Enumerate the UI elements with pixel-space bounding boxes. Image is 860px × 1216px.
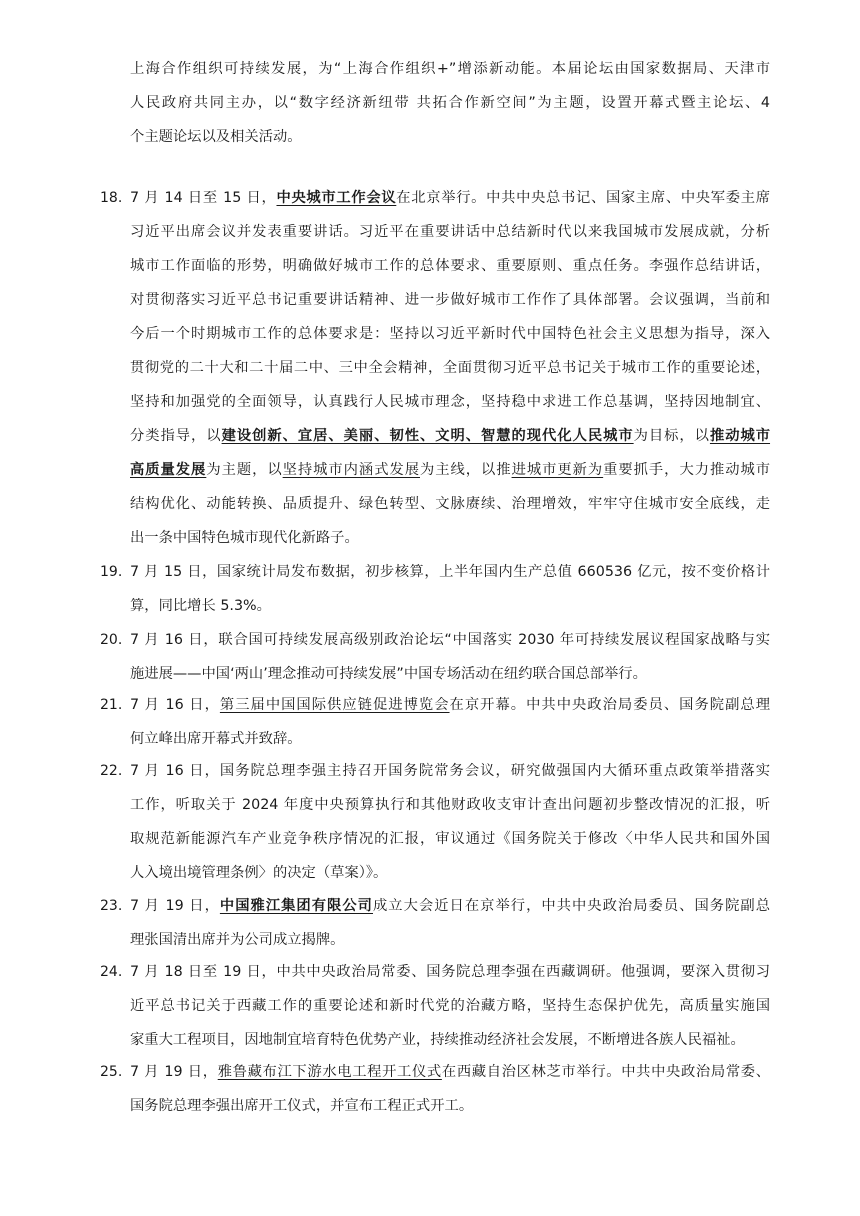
text-line: 出一条中国特色城市现代化新路子。	[130, 530, 359, 546]
text-line: 家重大工程项目，因地制宜培育特色优势产业，持续推动经济社会发展，不断增进各族人民福祉。	[130, 1032, 745, 1048]
text-line: 取规范新能源汽车产业竞争秩序情况的汇报，审议通过《国务院关于修改〈中华人民共和国外国	[130, 831, 770, 847]
text-line: 习近平出席会议并发表重要讲话。习近平在重要讲话中总结新时代以来我国城市发展成就，分析	[130, 224, 770, 240]
text-line: 贯彻党的二十大和二十届二中、三中全会精神，全面贯彻习近平总书记关于城市工作的重要论述，	[130, 360, 770, 376]
item-number: 18.	[100, 190, 123, 206]
text-line: 人入境出境管理条例〉的决定（草案）》。	[130, 865, 388, 881]
continued-paragraph	[130, 52, 770, 154]
text-line: 结构优化、动能转换、品质提升、绿色转型、文脉赓续、治理增效，牢牢守住城市安全底线，走	[130, 496, 770, 512]
highlight-term: 建设创新、宜居、美丽、韧性、文明、智慧的现代化人民城市	[221, 428, 634, 444]
highlight-term: 中国雅江集团有限公司	[219, 898, 373, 914]
text-line: 人民政府共同主办，以“数字经济新纽带 共拓合作新空间”为主题，设置开幕式暨主论坛、4	[130, 95, 770, 111]
list-item-25	[100, 1055, 770, 1123]
item-number: 21.	[100, 697, 123, 713]
text-line: 个主题论坛以及相关活动。	[130, 129, 302, 145]
text-line: 理张国清出席并为公司成立揭牌。	[130, 932, 345, 948]
text-line: 今后一个时期城市工作的总体要求是：坚持以习近平新时代中国特色社会主义思想为指导，深入	[130, 326, 770, 342]
text-line: 近平总书记关于西藏工作的重要论述和新时代党的治藏方略，坚持生态保护优先，高质量实施国	[130, 998, 770, 1014]
item-number: 20.	[100, 632, 123, 648]
text-line: 工作，听取关于 2024 年度中央预算执行和其他财政收支审计查出问题初步整改情况的汇报，听	[130, 797, 770, 813]
item-number: 19.	[100, 564, 123, 580]
item-number: 24.	[100, 964, 123, 980]
highlight-term: 高质量发展	[130, 462, 207, 478]
text-line: 何立峰出席开幕式并致辞。	[130, 731, 302, 747]
text-line: 7 月 19 日，雅鲁藏布江下游水电工程开工仪式在西藏自治区林芝市举行。中共中央政治局常委、	[130, 1064, 771, 1080]
text-line: 上海合作组织可持续发展，为“上海合作组织+”增添新动能。本届论坛由国家数据局、天津市	[130, 61, 770, 77]
text-line: 7 月 19 日，中国雅江集团有限公司成立大会近日在京举行，中共中央政治局委员、国务院副总	[130, 898, 771, 914]
text-line: 7 月 16 日，国务院总理李强主持召开国务院常务会议，研究做强国内大循环重点政策举措落实	[130, 763, 770, 779]
highlight-term: 第三届中国国际供应链促进博览会	[219, 697, 450, 713]
text-line: 7 月 15 日，国家统计局发布数据，初步核算，上半年国内生产总值 660536 亿元，按不变价格计	[130, 564, 770, 580]
list-item-18	[100, 181, 770, 555]
text-line: 坚持和加强党的全面领导，认真践行人民城市理念，坚持稳中求进工作总基调，坚持因地制宜、	[130, 394, 770, 410]
text-line: 7 月 16 日，第三届中国国际供应链促进博览会在京开幕。中共中央政治局委员、国务院副总理	[130, 697, 771, 713]
highlight-term: 推动城市	[709, 428, 771, 444]
text-line: 算，同比增长 5.3%。	[130, 598, 271, 614]
list-item-23	[100, 889, 770, 957]
text-line: 施进展——中国‘两山’理念推动可持续发展”中国专场活动在纽约联合国总部举行。	[130, 666, 647, 682]
text-line: 城市工作面临的形势，明确做好城市工作的总体要求、重要原则、重点任务。李强作总结讲话，	[130, 258, 770, 274]
highlight-term: 中央城市工作会议	[276, 190, 397, 206]
text-line: 7 月 18 日至 19 日，中共中央政治局常委、国务院总理李强在西藏调研。他强调，要深入贯彻习	[130, 964, 770, 980]
text-line: 7 月 16 日，联合国可持续发展高级别政治论坛“中国落实 2030 年可持续发展议程国家战略与实	[130, 632, 770, 648]
list-item-21	[100, 688, 770, 756]
highlight-term: 坚持城市内涵式发展	[282, 462, 420, 478]
item-number: 23.	[100, 898, 123, 914]
item-number: 22.	[100, 763, 123, 779]
highlight-term: 进城市更新为	[511, 462, 604, 478]
text-line: 国务院总理李强出席开工仪式，并宣布工程正式开工。	[130, 1098, 474, 1114]
highlight-term: 雅鲁藏布江下游水电工程开工仪式	[217, 1064, 442, 1080]
list-item-22	[100, 754, 770, 890]
item-number: 25.	[100, 1064, 123, 1080]
list-item-24	[100, 955, 770, 1057]
text-line: 对贯彻落实习近平总书记重要讲话精神、进一步做好城市工作作了具体部署。会议强调，当前和	[130, 292, 770, 308]
text-line: 分类指导，以建设创新、宜居、美丽、韧性、文明、智慧的现代化人民城市为目标，以推动城市	[130, 428, 771, 444]
list-item-19	[100, 555, 770, 623]
text-line: 高质量发展为主题，以坚持城市内涵式发展为主线，以推进城市更新为重要抓手，大力推动城市	[130, 462, 771, 478]
list-item-20	[100, 623, 770, 691]
text-line: 7 月 14 日至 15 日，中央城市工作会议在北京举行。中共中央总书记、国家主席、中央军委主席	[130, 190, 771, 206]
